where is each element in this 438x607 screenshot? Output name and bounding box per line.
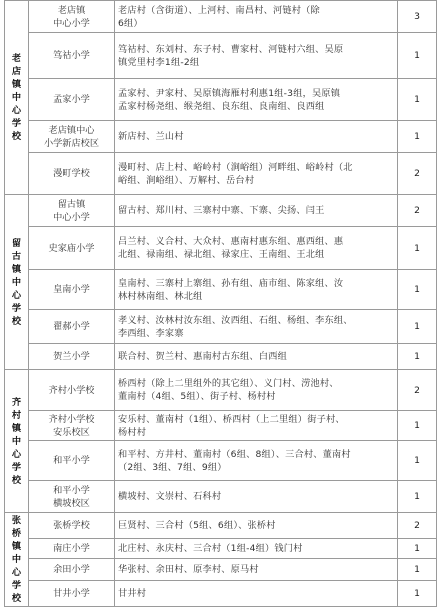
class-count: 1 [398, 581, 437, 607]
table-row [5, 411, 437, 441]
class-count: 2 [398, 370, 437, 411]
village-list: 新店村、兰山村 [115, 121, 398, 153]
village-list: 横坡村、文崇村、石科村 [115, 481, 398, 513]
school-name: 南庄小学 [29, 538, 115, 559]
school-name: 留古镇 中心小学 [29, 195, 115, 227]
class-count: 1 [398, 441, 437, 481]
class-count: 1 [398, 121, 437, 153]
class-count: 1 [398, 310, 437, 344]
class-count: 1 [398, 411, 437, 441]
school-name: 漫町学校 [29, 153, 115, 195]
table-row [5, 370, 437, 411]
class-count: 1 [398, 270, 437, 310]
table-row [5, 121, 437, 153]
table-row [5, 513, 437, 539]
table-row [5, 79, 437, 121]
village-list: 老店村（含街道）、上河村、南昌村、河链村（除 6组） [115, 1, 398, 33]
district-name: 老 店 镇 中 心 学 校 [5, 1, 29, 195]
school-name: 皇南小学 [29, 270, 115, 310]
district-name: 张 桥 镇 中 心 学 校 [5, 513, 29, 607]
class-count: 1 [398, 481, 437, 513]
table-body [5, 1, 437, 607]
class-count: 2 [398, 513, 437, 539]
district-name: 留 古 镇 中 心 学 校 [5, 195, 29, 370]
school-name: 甘井小学 [29, 581, 115, 607]
school-name: 笃祜小学 [29, 33, 115, 79]
village-list: 华张村、余田村、原李村、原马村 [115, 559, 398, 581]
school-name: 孟家小学 [29, 79, 115, 121]
class-count: 1 [398, 227, 437, 270]
village-list: 吕兰村、义合村、大众村、惠南村惠东组、惠西组、惠 北组、禄南组、禄北组、禄家庄、王南组、王北组 [115, 227, 398, 270]
school-name: 老店镇中心 小学新店校区 [29, 121, 115, 153]
village-list: 北庄村、永庆村、三合村（1组-4组）钱门村 [115, 538, 398, 559]
table-row [5, 270, 437, 310]
school-name: 和平小学 横坡校区 [29, 481, 115, 513]
school-name: 张桥学校 [29, 513, 115, 539]
village-list: 桥西村（除上二里组外的其它组）、义门村、涝池村、 董南村（4组、5组）、街子村、杨村村 [115, 370, 398, 411]
school-name: 老店镇 中心小学 [29, 1, 115, 33]
village-list: 孝义村、汝林村汝东组、汝西组、石组、杨组、李东组、 李西组、李家寨 [115, 310, 398, 344]
class-count: 2 [398, 195, 437, 227]
school-name: 齐村小学校 [29, 370, 115, 411]
village-list: 甘井村 [115, 581, 398, 607]
table-row [5, 538, 437, 559]
village-list: 联合村、贺兰村、惠南村古东组、白西组 [115, 344, 398, 370]
table-row [5, 153, 437, 195]
village-list: 和平村、方井村、董南村（6组、8组）、三合村、董南村 （2组、3组、7组、9组） [115, 441, 398, 481]
table-row [5, 195, 437, 227]
class-count: 1 [398, 33, 437, 79]
village-list: 皇南村、三寨村上寨组、孙有组、庙市组、陈家组、汝 林村林南组、林北组 [115, 270, 398, 310]
table-row [5, 581, 437, 607]
table-row [5, 310, 437, 344]
district-name: 齐 村 镇 中 心 学 校 [5, 370, 29, 513]
class-count: 1 [398, 344, 437, 370]
class-count: 2 [398, 153, 437, 195]
school-name: 齐村小学校 安乐校区 [29, 411, 115, 441]
class-count: 3 [398, 1, 437, 33]
table-row [5, 33, 437, 79]
village-list: 巨贤村、三合村（5组、6组）、张桥村 [115, 513, 398, 539]
class-count: 1 [398, 79, 437, 121]
table-row [5, 344, 437, 370]
village-list: 漫町村、店上村、峪岭村（涧峪组）河畔组、峪岭村（北 峪组、涧峪组）、万解村、岳台村 [115, 153, 398, 195]
table-row [5, 1, 437, 33]
school-name: 翟郝小学 [29, 310, 115, 344]
school-name: 和平小学 [29, 441, 115, 481]
village-list: 孟家村、尹家村、吴原镇海雁村利惠1组-3组，吴原镇 孟家村杨尧组、缑尧组、良东组、良南组、良西组 [115, 79, 398, 121]
school-district-table [4, 0, 437, 607]
table-row [5, 559, 437, 581]
school-name: 史家庙小学 [29, 227, 115, 270]
class-count: 1 [398, 559, 437, 581]
village-list: 笃祜村、东刘村、东子村、曹家村、河链村六组、吴原 镇党里村李1组-2组 [115, 33, 398, 79]
table-row [5, 441, 437, 481]
table-row [5, 481, 437, 513]
class-count: 1 [398, 538, 437, 559]
village-list: 留古村、郑川村、三寨村中寨、下寨、尖扬、闫王 [115, 195, 398, 227]
table-row [5, 227, 437, 270]
village-list: 安乐村、董南村（1组）、桥西村（上二里组）街子村、 杨村村 [115, 411, 398, 441]
school-name: 余田小学 [29, 559, 115, 581]
school-name: 贺兰小学 [29, 344, 115, 370]
